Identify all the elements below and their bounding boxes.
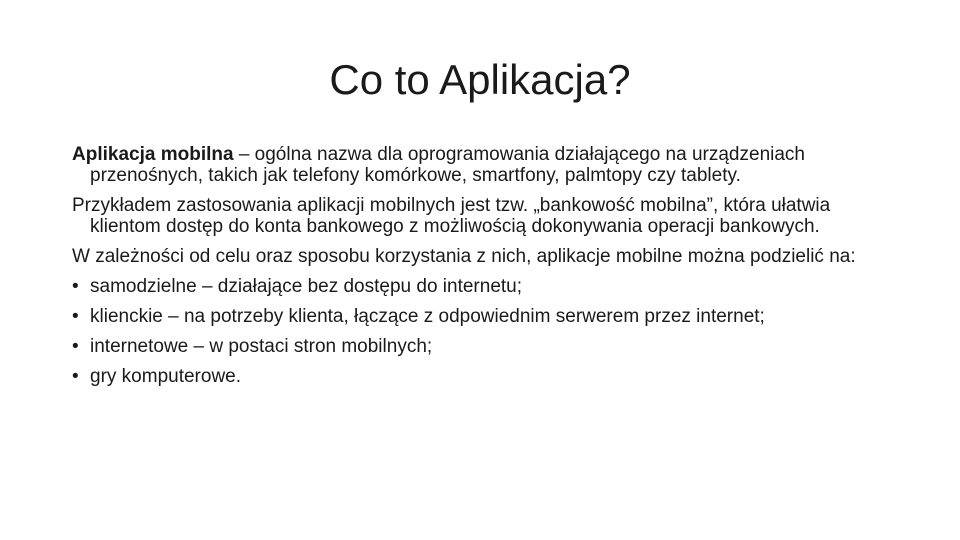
bullet-item <box>72 276 892 297</box>
bullet-item <box>72 366 892 387</box>
bullet-text: klienckie – na potrzeby klienta, łączące z odpowiednim serwerem przez internet; <box>90 306 765 327</box>
paragraph-division: W zależności od celu oraz sposobu korzystania z nich, aplikacje mobilne można podzielić na: <box>72 246 856 267</box>
paragraph-example: Przykładem zastosowania aplikacji mobilnych jest tzw. „bankowość mobilna”, która ułatwia klientom dostęp do konta bankowego z możliwością dokonywania operacji bankowych. <box>72 195 831 237</box>
bullet-item <box>72 306 892 327</box>
bullet-text: gry komputerowe. <box>90 366 242 387</box>
paragraph-definition <box>72 144 892 186</box>
bullet-text: samodzielne – działające bez dostępu do internetu; <box>90 276 523 297</box>
bullet-text: internetowe – w postaci stron mobilnych; <box>90 336 433 357</box>
bullet-icon: • <box>72 276 79 297</box>
term-bold: Aplikacja mobilna <box>72 144 234 165</box>
bullet-icon: • <box>72 336 79 357</box>
bullet-item <box>72 336 892 357</box>
slide-title: Co to Aplikacja? <box>329 56 631 103</box>
bullet-icon: • <box>72 366 79 387</box>
bullet-icon: • <box>72 306 79 327</box>
slide-body <box>72 144 892 396</box>
definition-text: – ogólna nazwa dla oprogramowania działającego na urządzeniach przenośnych, takich jak telefony komórkowe, smartfony, palmtopy czy tablety. <box>90 144 805 186</box>
